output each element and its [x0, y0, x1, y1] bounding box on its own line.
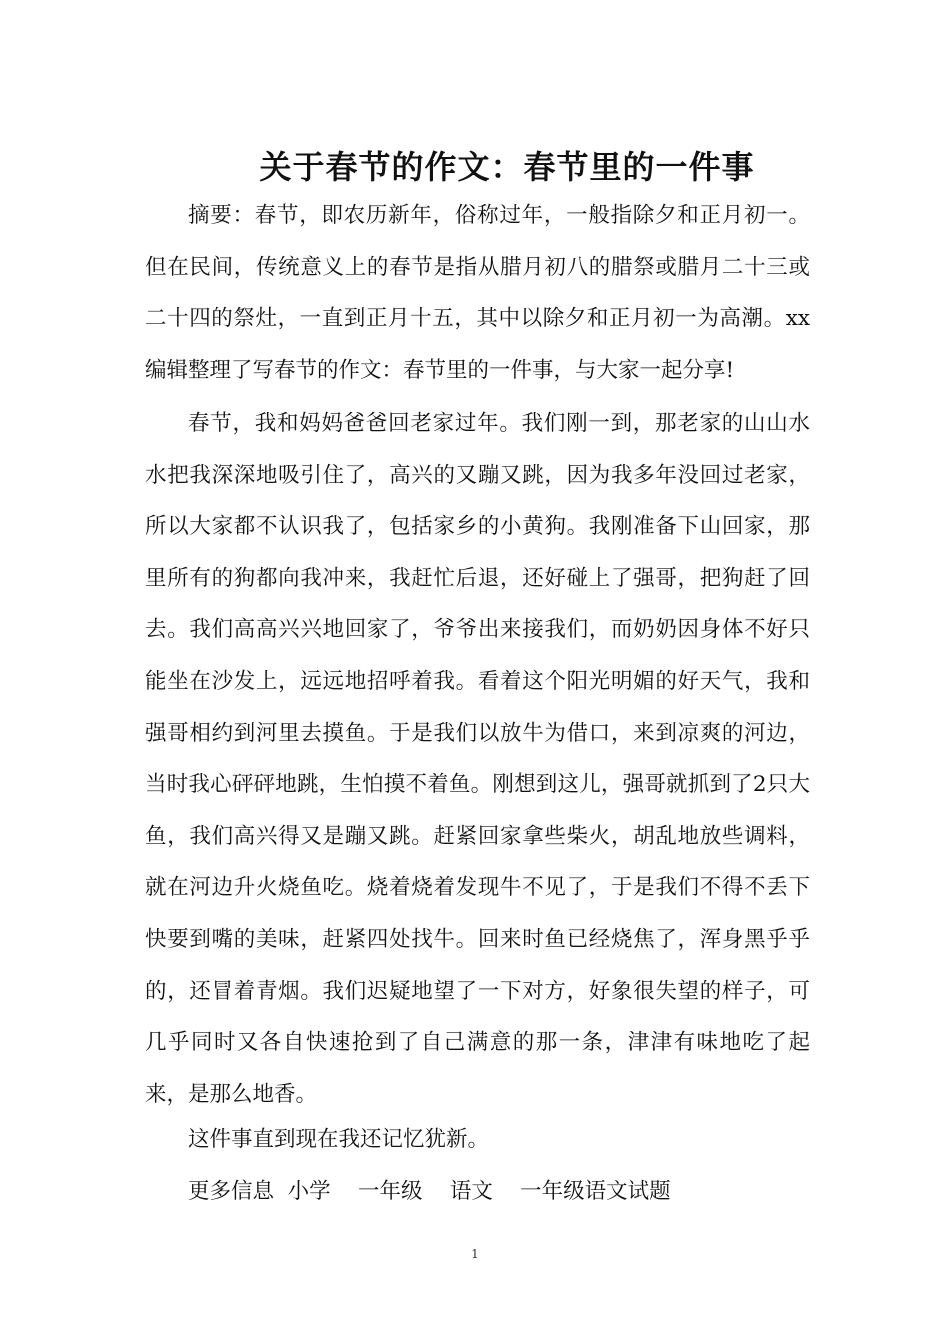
- page-number: 1: [471, 1247, 479, 1261]
- summary-paragraph: 摘要：春节，即农历新年，俗称过年，一般指除夕和正月初一。但在民间，传统意义上的春节是指从腊月初八的腊祭或腊月二十三或二十四的祭灶，一直到正月十五，其中以除夕和正月初一为高潮。xx编辑整理了写春节的作文：春节里的一件事，与大家一起分享!: [145, 203, 810, 383]
- story-section: [145, 398, 810, 1120]
- more-info-section: [145, 1166, 810, 1218]
- story-paragraph: 春节，我和妈妈爸爸回老家过年。我们刚一到，那老家的山山水水把我深深地吸引住了，高兴的又蹦又跳，因为我多年没回过老家，所以大家都不认识我了，包括家乡的小黄狗。我刚准备下山回家，那里所有的狗都向我冲来，我赶忙后退，还好碰上了强哥，把狗赶了回去。我们高高兴兴地回家了，爷爷出来接我们，而奶奶因身体不好只能坐在沙发上，远远地招呼着我。看着这个阳光明媚的好天气，我和强哥相约到河里去摸鱼。于是我们以放牛为借口，来到凉爽的河边，当时我心砰砰地跳，生怕摸不着鱼。刚想到这儿，强哥就抓到了2只大鱼，我们高兴得又是蹦又跳。赶紧回家拿些柴火，胡乱地放些调料，就在河边升火烧鱼吃。烧着烧着发现牛不见了，于是我们不得不丢下快要到嘴的美味，赶紧四处找牛。回来时鱼已经烧焦了，浑身黑乎乎的，还冒着青烟。我们迟疑地望了一下对方，好象很失望的样子，可几乎同时又各自快速抢到了自己满意的那一条，津津有味地吃了起来，是那么地香。: [145, 411, 810, 1107]
- document-title: 关于春节的作文：春节里的一件事: [259, 148, 755, 187]
- summary-section: [145, 190, 810, 396]
- memory-paragraph: 这件事直到现在我还记忆犹新。: [188, 1127, 490, 1152]
- more-info-line: 更多信息 小学 一年级 语文 一年级语文试题: [188, 1179, 671, 1204]
- memory-section: [145, 1114, 810, 1166]
